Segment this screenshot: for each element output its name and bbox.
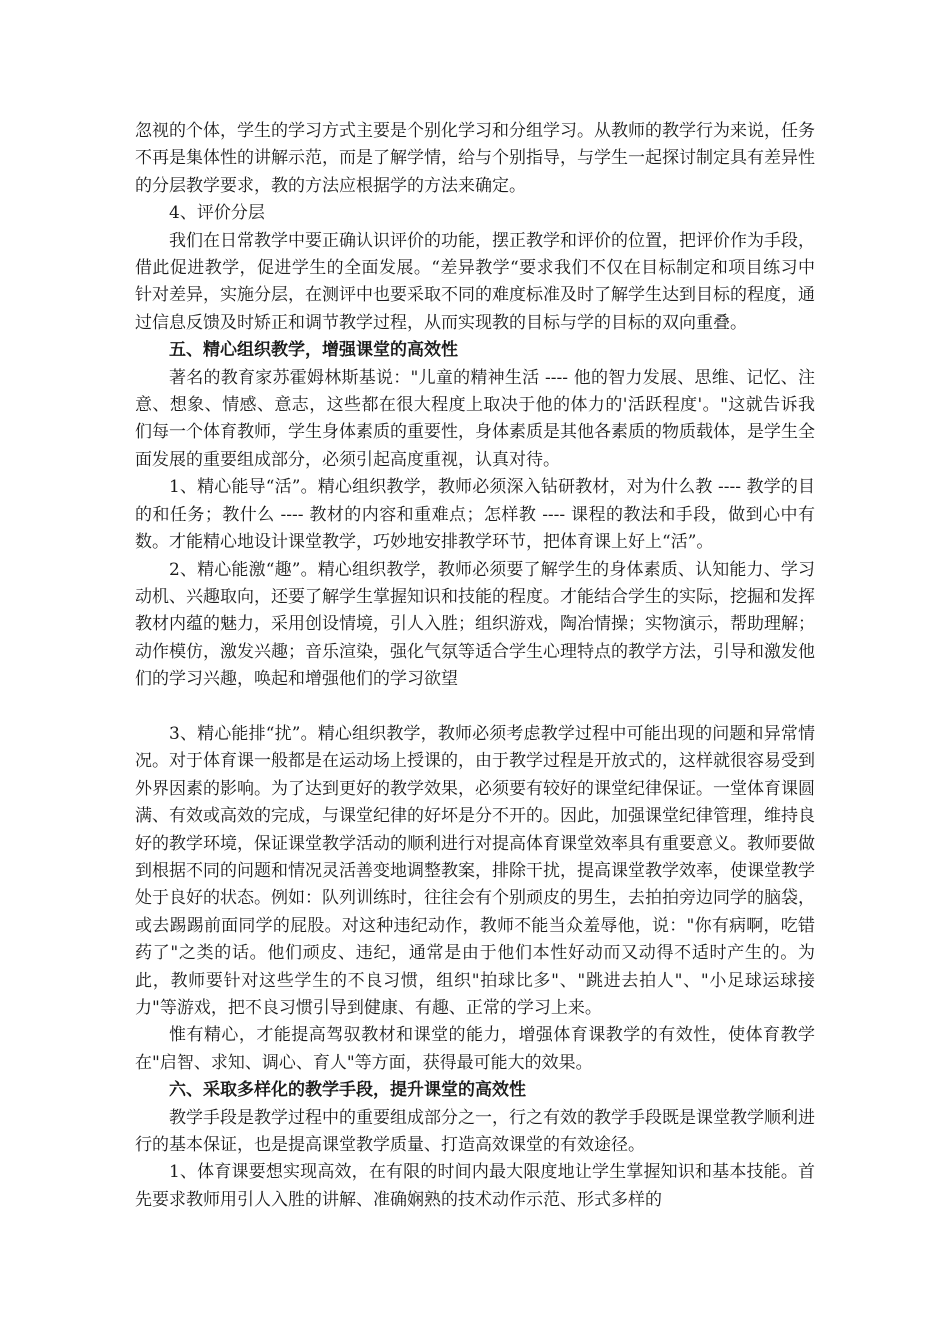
paragraph-evaluation: 我们在日常教学中要正确认识评价的功能，摆正教学和评价的位置，把评价作为手段，借此促进教学，促进学生的全面发展。“差异教学“要求我们不仅在目标制定和项目练习中针对差异，实施分层，在测评中也要采取不同的难度标准及时了解学生达到目标的程度，通过信息反馈及时矫正和调节教学过程，从而实现教的目标与学的目标的双向重叠。 — [135, 230, 815, 333]
paragraph-point-2: 2、精心能激“趣”。精心组织教学，教师必须要了解学生的身体素质、认知能力、学习动机、兴趣取向，还要了解学生掌握知识和技能的程度。才能结合学生的实际，挖掘和发挥教材内蕴的魅力，采用创设情境，引人入胜；组织游戏，陶冶情操；实物演示，帮助理解；动作模仿，激发兴趣；音乐渲染，强化气氛等适合学生心理特点的教学方法，引导和激发他们的学习兴趣，唤起和增强他们的学习欲望 — [135, 559, 815, 690]
document-page — [135, 118, 815, 1214]
section-heading-six: 六、采取多样化的教学手段，提升课堂的高效性 — [169, 1080, 526, 1101]
paragraph-summary: 惟有精心，才能提高驾驭教材和课堂的能力，增强体育课教学的有效性，使体育教学在"启智、求知、调心、育人"等方面，获得最可能大的效果。 — [135, 1025, 815, 1073]
subheading-evaluation-layering: 4、评价分层 — [169, 203, 265, 224]
paragraph-teaching-means: 教学手段是教学过程中的重要组成部分之一，行之有效的教学手段既是课堂教学顺利进行的基本保证，也是提高课堂教学质量、打造高效课堂的有效途径。 — [135, 1107, 815, 1156]
paragraph-continuation: 忽视的个体，学生的学习方式主要是个别化学习和分组学习。从教师的教学行为来说，任务不再是集体性的讲解示范，而是了解学情，给与个别指导，与学生一起探讨制定具有差异性的分层教学要求，教的方法应根据学的方法来确定。 — [135, 121, 815, 196]
paragraph-point-1: 1、精心能导“活”。精心组织教学，教师必须深入钻研教材，对为什么教 ---- 教学的目的和任务；教什么 ---- 教材的内容和重难点；怎样教 ---- 课程的教法和手段，做到心中有数。才能精心地设计课堂教学，巧妙地安排教学环节，把体育课上好上“活”。 — [135, 477, 815, 553]
section-heading-five: 五、精心组织教学，增强课堂的高效性 — [169, 340, 458, 361]
paragraph-quote: 著名的教育家苏霍姆林斯基说："儿童的精神生活 ---- 他的智力发展、思维、记忆、注意、想象、情感、意志，这些都在很大程度上取决于他的体力的'活跃程度'。"这就告诉我们每一个体育教师，学生身体素质的重要性，身体素质是其他各素质的物质载体，是学生全面发展的重要组成部分，必须引起高度重视，认真对待。 — [135, 367, 815, 470]
paragraph-point-3: 3、精心能排“扰”。精心组织教学，教师必须考虑教学过程中可能出现的问题和异常情况。对于体育课一般都是在运动场上授课的，由于教学过程是开放式的，这样就很容易受到外界因素的影响。为了达到更好的教学效果，必须要有较好的课堂纪律保证。一堂体育课圆满、有效或高效的完成，与课堂纪律的好坏是分不开的。因此，加强课堂纪律管理，维持良好的教学环境，保证课堂教学活动的顺利进行对提高体育课堂效率具有重要意义。教师要做到根据不同的问题和情况灵活善变地调整教案，排除干扰，提高课堂教学效率，使课堂教学处于良好的状态。例如：队列训练时，往往会有个别顽皮的男生，去拍拍旁边同学的脑袋，或去踢踢前面同学的屁股。对这种违纪动作，教师不能当众羞辱他，说："你有病啊，吃错药了"之类的话。他们顽皮、违纪，通常是由于他们本性好动而又动得不适时产生的。为此，教师要针对这些学生的不良习惯，组织"拍球比多"、"跳进去拍人"、"小足球运球接力"等游戏，把不良习惯引导到健康、有趣、正常的学习上来。 — [135, 723, 815, 1018]
paragraph-point-6-1: 1、体育课要想实现高效，在有限的时间内最大限度地让学生掌握知识和基本技能。首先要求教师用引人入胜的讲解、准确娴熟的技术动作示范、形式多样的 — [135, 1162, 815, 1210]
